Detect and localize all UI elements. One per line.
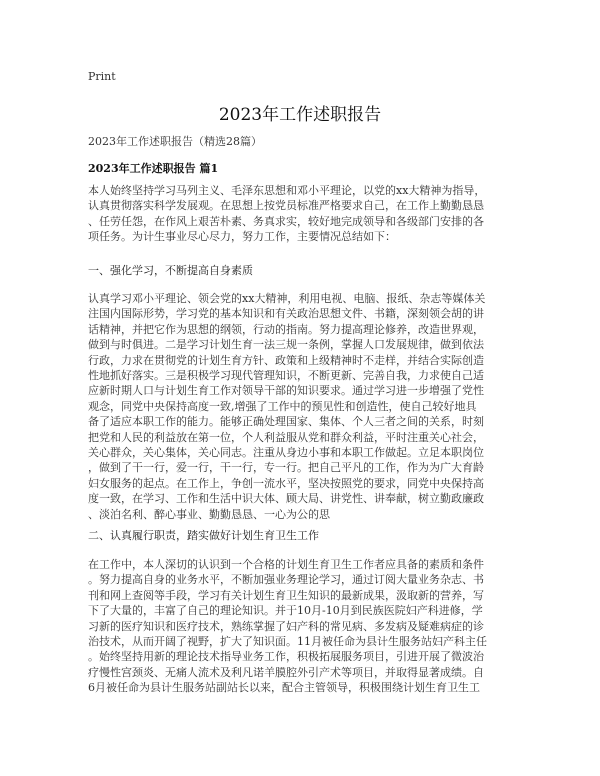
paragraph-line: 做到与时俱进。二是学习计划生育一法三规一条例，掌握人口发展规律，做到依法 — [88, 338, 484, 352]
heading-2: 二、认真履行职责，踏实做好计划生育卫生工作 — [88, 529, 319, 542]
paragraph-line: 在工作中，本人深切的认识到一个合格的计划生育卫生工作者应具备的素质和条件 — [88, 558, 484, 571]
paragraph-line: 。始终坚持用新的理论技术指导业务工作，积极拓展服务项目，引进开展了微波治 — [88, 650, 484, 664]
paragraph-line: 妇女服务的起点。在工作上，争创一流水平，坚决按照党的要求，同党中央保持高 — [88, 476, 484, 490]
document-title: 2023年工作述职报告 — [218, 105, 382, 125]
paragraph-line: 认真贯彻落实科学发展观。在思想上按党员标准严格要求自己，在工作上勤勤恳恳 — [88, 199, 484, 213]
paragraph-line: 话精神，并把它作为思想的纲领，行动的指南。努力提高理论修养，改造世界观， — [88, 322, 484, 336]
paragraph-line: 本人始终坚持学习马列主义、毛泽东思想和邓小平理论，以党的xx大精神为指导， — [88, 184, 486, 197]
paragraph-line: 应新时期人口与计划生育工作对领导干部的知识要求。通过学习进一步增强了党性 — [88, 384, 484, 398]
paragraph-line: 项任务。为计生事业尽心尽力，努力工作，主要情况总结如下： — [88, 230, 396, 244]
paragraph-line: 6月被任命为县计生服务站副站长以来，配合主管领导，积极围绕计划生育卫生工 — [88, 681, 480, 695]
paragraph-line: ，做到了干一行，爱一行，干一行，专一行。把自己平凡的工作，作为为广大育龄 — [88, 461, 484, 475]
paragraph-line: 行政，力求在贯彻党的计划生育方针、政策和上级精神时不走样，并结合实际创造 — [88, 353, 484, 367]
body-paragraph-1 — [88, 291, 514, 522]
paragraph-line: 性地抓好落实。三是积极学习现代管理知识，不断更新、完善自我，力求使自己适 — [88, 369, 484, 383]
intro-paragraph — [88, 183, 514, 245]
paragraph-line: 认真学习邓小平理论、领会党的xx大精神，利用电视、电脑、报纸、杂志等媒体关 — [88, 292, 486, 305]
document-subtitle: 2023年工作述职报告（精选28篇） — [88, 135, 262, 148]
heading-1: 一、强化学习，不断提高自身素质 — [88, 264, 253, 277]
paragraph-line: 疗慢性宫颈炎、无痛人流术及利凡诺羊膜腔外引产术等项目，并取得显著成绩。自 — [88, 665, 484, 679]
paragraph-line: 观念，同党中央保持高度一致,增强了工作中的预见性和创造性，使自己较好地具 — [88, 399, 477, 413]
print-link[interactable]: Print — [88, 70, 116, 83]
paragraph-line: 习新的医疗知识和医疗技术，熟练掌握了妇产科的常见病、多发病及疑难病症的诊 — [88, 619, 484, 633]
paragraph-line: 关心群众，关心集体，关心同志。注重从身边小事和本职工作做起。立足本职岗位 — [88, 446, 484, 460]
paragraph-line: 刊和网上查阅等手段，学习有关计划生育卫生知识的最新成果，汲取新的营养，写 — [88, 588, 484, 602]
paragraph-line: 治技术，从而开阔了视野，扩大了知识面。11月被任命为县计生服务站妇产科主任 — [88, 635, 487, 649]
paragraph-line: 度一致，在学习、工作和生活中识大体、顾大局、讲党性、讲奉献，树立勤政廉政 — [88, 492, 484, 506]
body-paragraph-2 — [88, 557, 514, 696]
paragraph-line: 注国内国际形势，学习党的基本知识和有关政治思想文件、书籍，深刻领会胡的讲 — [88, 307, 484, 321]
section-title: 2023年工作述职报告 篇1 — [88, 162, 219, 175]
paragraph-line: 、淡泊名利、醉心事业、勤勤恳恳、一心为公的思 — [88, 507, 330, 521]
paragraph-line: 把党和人民的利益放在第一位，个人利益服从党和群众利益，平时注重关心社会， — [88, 430, 484, 444]
paragraph-line: 备了适应本职工作的能力。能够正确处理国家、集体、个人三者之间的关系，时刻 — [88, 415, 484, 429]
paragraph-line: 下了大量的，丰富了自己的理论知识。并于10月-10月到民族医院妇产科进修，学 — [88, 604, 483, 618]
paragraph-line: 、任劳任怨，在作风上艰苦朴素、务真求实，较好地完成领导和各级部门安排的各 — [88, 214, 484, 228]
paragraph-line: 。努力提高自身的业务水平，不断加强业务理论学习，通过订阅大量业务杂志、书 — [88, 573, 484, 587]
